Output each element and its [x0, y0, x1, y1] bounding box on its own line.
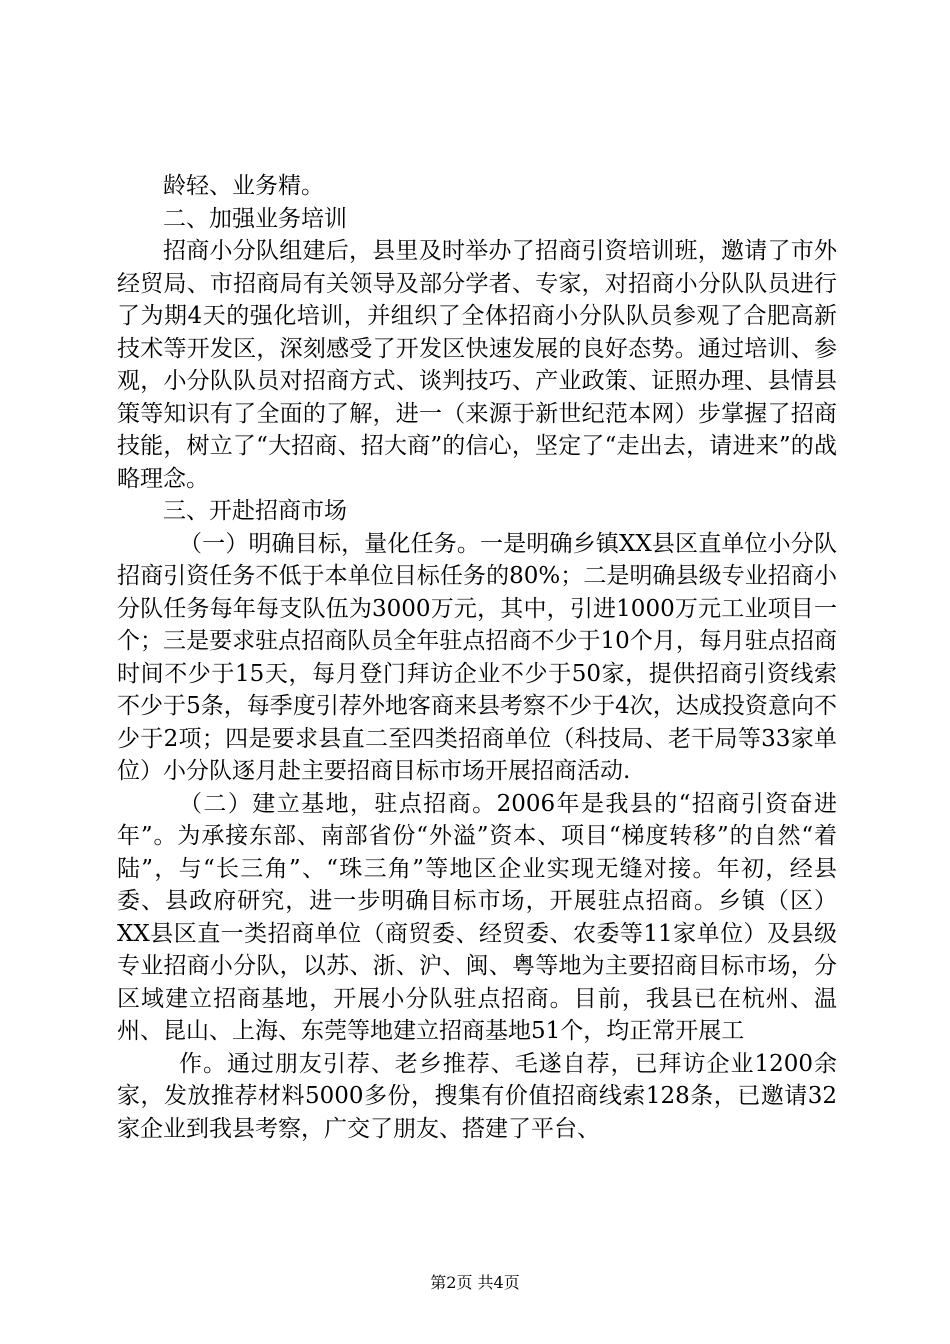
section-heading-training: 二、加强业务培训 — [163, 205, 347, 232]
paragraph-bases: （二）建立基地，驻点招商。2006年是我县的“招商引资奋进年”。为承接东部、南部省份“外溢”资本、项目“梯度转移”的自然“着陆”，与“长三角”、“珠三角”等地区企业实现无缝对接。年初，经县委、县政府研究，进一步明确目标市场，开展驻点招商。乡镇（区）XX县区直一类招商单位（商贸委、经贸委、农委等11家单位）及县级专业招商小分队，以苏、浙、沪、闽、粤等地为主要招商目标市场，分区域建立招商基地，开展小分队驻点招商。目前，我县已在杭州、温州、昆山、上海、东莞等地建立招商基地51个，均正常开展工 — [117, 790, 837, 1044]
paragraph-continuation: 龄轻、业务精。 — [163, 173, 324, 199]
paragraph-results: 作。通过朋友引荐、老乡推荐、毛遂自荐，已拜访企业1200余家，发放推荐材料5000多份，搜集有价值招商线索128条，已邀请32家企业到我县考察，广交了朋友、搭建了平台、 — [117, 1050, 837, 1142]
document-body — [117, 170, 837, 1145]
paragraph-training: 招商小分队组建后，县里及时举办了招商引资培训班，邀请了市外经贸局、市招商局有关领导及部分学者、专家，对招商小分队队员进行了为期4天的强化培训，并组织了全体招商小分队队员参观了合肥高新技术等开发区，深刻感受了开发区快速发展的良好态势。通过培训、参观，小分队队员对招商方式、谈判技巧、产业政策、证照办理、县情县策等知识有了全面的了解，进一（来源于新世纪范本网）步掌握了招商技能，树立了“大招商、招大商”的信心，坚定了“走出去，请进来”的战略理念。 — [117, 238, 837, 492]
section-heading-market: 三、开赴招商市场 — [163, 498, 347, 524]
page-number-footer: 第2页 共4页 — [430, 1273, 520, 1292]
paragraph-targets: （一）明确目标，量化任务。一是明确乡镇XX县区直单位小分队招商引资任务不低于本单位目标任务的80%；二是明确县级专业招商小分队任务每年每支队伍为3000万元，其中，引进1000万元工业项目一个；三是要求驻点招商队员全年驻点招商不少于10个月，每月驻点招商时间不少于15天，每月登门拜访企业不少于50家，提供招商引资线索不少于5条，每季度引荐外地客商来县考察不少于4次，达成投资意向不少于2项；四是要求县直二至四类招商单位（科技局、老干局等33家单位）小分队逐月赴主要招商目标市场开展招商活动. — [117, 530, 837, 784]
